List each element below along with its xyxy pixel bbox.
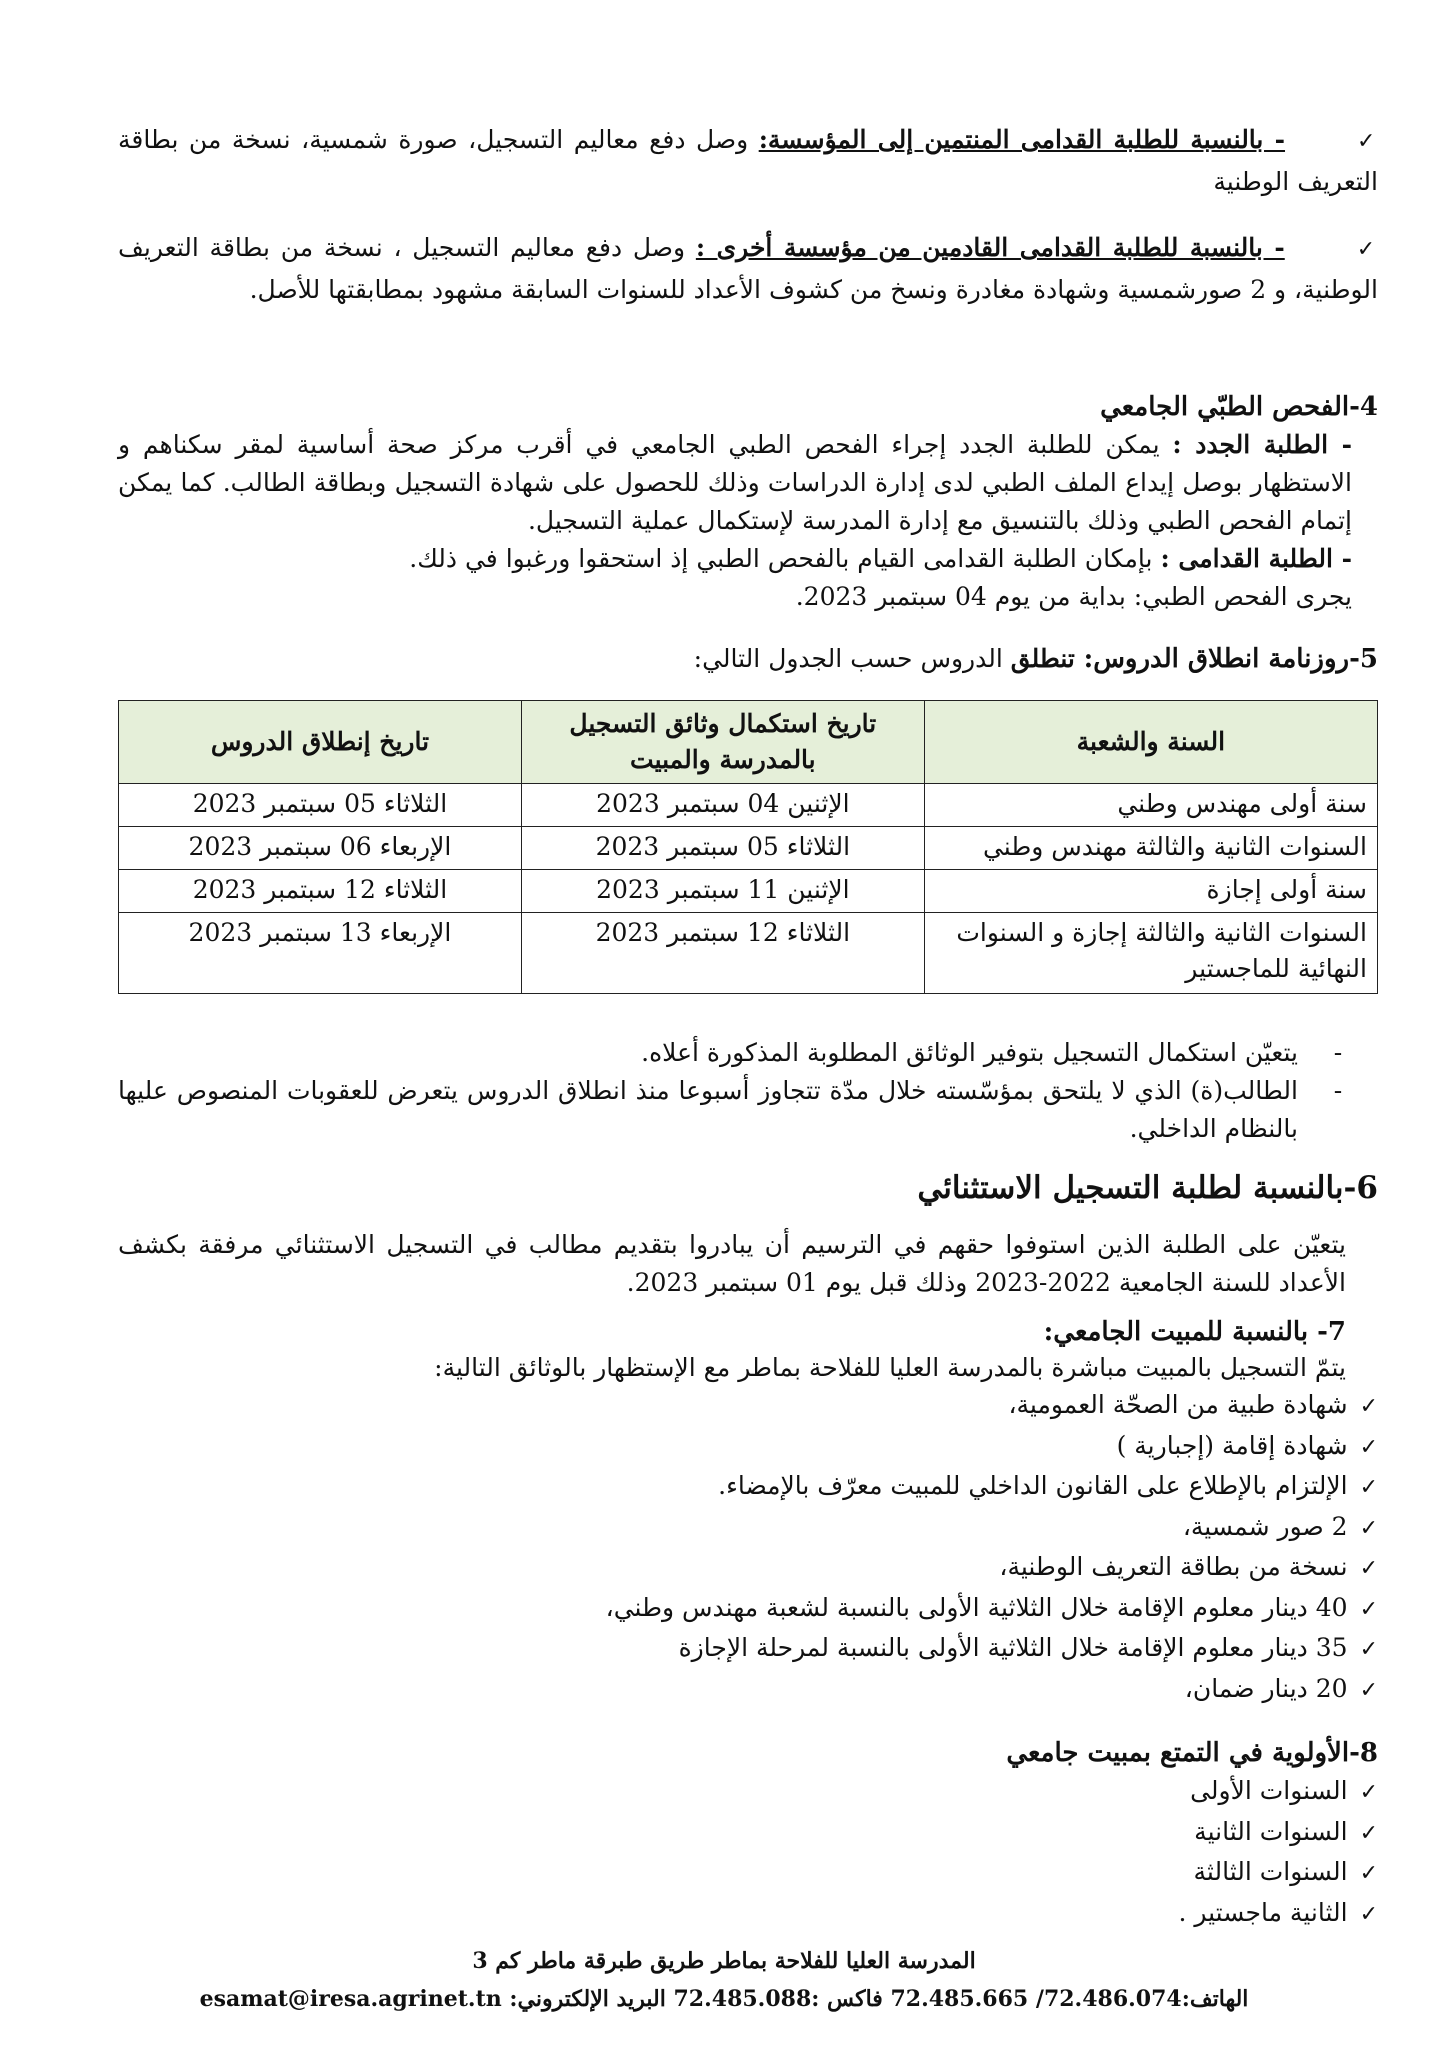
table-cell: سنة أولى إجازة <box>924 870 1377 913</box>
dormitory-documents-list <box>118 1386 1378 1710</box>
item-text: وصل دفع معاليم التسجيل ، نسخة من بطاقة التعريف الوطنية، و 2 صورشمسية وشهادة مغادرة ونسخ من كشوف الأعداد للسنوات السابقة مشهود بمطابقتها للأصل. <box>118 233 1378 304</box>
table-cell: الثلاثاء 05 سبتمبر 2023 <box>521 827 924 870</box>
list-item-text: 35 دينار معلوم الإقامة خلال الثلاثية الأولى بالنسبة لمرحلة الإجازة <box>678 1633 1348 1662</box>
check-icon: ✓ <box>1359 1780 1378 1805</box>
item-lead: - بالنسبة للطلبة القدامى القادمين من مؤسسة أخرى : <box>695 233 1285 262</box>
table-row <box>119 827 1378 870</box>
list-item <box>118 1386 1378 1427</box>
old-students-other-institution <box>118 228 1378 310</box>
section-heading: 4-الفحص الطبّي الجامعي <box>1100 392 1378 422</box>
note-text: يتعيّن استكمال التسجيل بتوفير الوثائق المطلوبة المذكورة أعلاه. <box>641 1038 1298 1067</box>
check-icon: ✓ <box>1359 1637 1378 1662</box>
list-item <box>118 1894 1378 1935</box>
paragraph-lead: - الطلبة الجدد : <box>1172 430 1352 459</box>
old-students-same-institution <box>118 120 1378 202</box>
section-heading: 6-بالنسبة لطلبة التسجيل الاستثنائي <box>917 1170 1378 1206</box>
list-item-text: شهادة طبية من الصحّة العمومية، <box>1008 1390 1348 1419</box>
list-item <box>118 1548 1378 1589</box>
list-item <box>118 1427 1378 1468</box>
section-heading: 7- بالنسبة للمبيت الجامعي: <box>1043 1317 1346 1347</box>
check-icon: ✓ <box>1359 1596 1378 1622</box>
column-header: السنة والشعبة <box>924 701 1377 784</box>
check-icon: ✓ <box>1359 1475 1378 1500</box>
dormitory-section <box>118 1314 1378 1710</box>
list-item-text: الإلتزام بالإطلاع على القانون الداخلي للمبيت معرّف بالإمضاء. <box>718 1471 1348 1500</box>
list-item-text: نسخة من بطاقة التعريف الوطنية، <box>999 1552 1348 1581</box>
table-row <box>119 784 1378 827</box>
footer-address: المدرسة العليا للفلاحة بماطر طريق طبرقة ماطر كم 3 <box>472 1948 976 1974</box>
dorm-priority-section <box>118 1734 1378 1934</box>
exam-date-line: يجرى الفحص الطبي: بداية من يوم 04 سبتمبر 2023. <box>795 582 1352 611</box>
exceptional-registration-section <box>118 1164 1378 1302</box>
list-item <box>118 1670 1378 1711</box>
table-cell: السنوات الثانية والثالثة مهندس وطني <box>924 827 1377 870</box>
column-header: تاريخ استكمال وثائق التسجيل بالمدرسة والمبيت <box>521 701 924 784</box>
section-number: 5- <box>1349 644 1378 674</box>
old-students-paragraph <box>118 540 1378 578</box>
table-header-row <box>119 701 1378 784</box>
note-text: الطالب(ة) الذي لا يلتحق بمؤسّسته خلال مدّة تتجاوز أسبوعا منذ انطلاق الدروس يتعرض للعقوبات المنصوص عليها بالنظام الداخلي. <box>118 1076 1298 1143</box>
list-item-text: السنوات الثانية <box>1194 1816 1348 1846</box>
table-row <box>119 913 1378 994</box>
table-cell: الإثنين 11 سبتمبر 2023 <box>521 870 924 913</box>
list-item <box>118 1813 1378 1854</box>
new-students-paragraph <box>118 426 1378 540</box>
note-item <box>118 1034 1378 1072</box>
check-icon: ✓ <box>1359 1394 1378 1419</box>
check-icon: ✓ <box>1359 1515 1378 1541</box>
table-cell: الثلاثاء 12 سبتمبر 2023 <box>521 913 924 994</box>
check-icon: ✓ <box>1359 1677 1378 1703</box>
check-icon: ✓ <box>1359 1556 1378 1581</box>
check-icon: ✓ <box>1359 1820 1378 1846</box>
item-text: وصل دفع معاليم التسجيل، صورة شمسية، نسخة من بطاقة التعريف الوطنية <box>118 125 1378 196</box>
table-cell: الإربعاء 06 سبتمبر 2023 <box>119 827 522 870</box>
list-item <box>118 1589 1378 1630</box>
item-lead: - بالنسبة للطلبة القدامى المنتمين إلى المؤسسة: <box>758 125 1286 154</box>
column-header: تاريخ إنطلاق الدروس <box>119 701 522 784</box>
list-item-text: الثانية ماجستير . <box>1178 1897 1348 1927</box>
list-item-text: 40 دينار معلوم الإقامة خلال الثلاثية الأولى بالنسبة لشعبة مهندس وطني، <box>605 1592 1348 1622</box>
schedule-table <box>118 700 1378 994</box>
footer-contact: الهاتف:72.486.074/ 72.485.665 فاكس :72.485.088 البريد الإلكتروني: esamat@iresa.agrinet.tn <box>199 1986 1249 2012</box>
list-item-text: 20 دينار ضمان، <box>1184 1673 1348 1703</box>
table-cell: الثلاثاء 12 سبتمبر 2023 <box>119 870 522 913</box>
dash-bullet: - <box>1333 1038 1343 1067</box>
table-cell: سنة أولى مهندس وطني <box>924 784 1377 827</box>
schedule-heading <box>118 640 1378 678</box>
list-item <box>118 1508 1378 1549</box>
list-item-text: السنوات الأولى <box>1190 1776 1348 1805</box>
table-cell: الإربعاء 13 سبتمبر 2023 <box>119 913 522 994</box>
check-icon: ✓ <box>1359 1434 1378 1460</box>
section-text: يتعيّن على الطلبة الذين استوفوا حقهم في الترسيم أن يبادروا بتقديم مطالب في التسجيل الاستثنائي مرفقة بكشف الأعداد للسنة الجامعية 2022-2023 وذلك قبل يوم 01 سبتمبر 2023. <box>118 1230 1346 1297</box>
heading-text: الدروس حسب الجدول التالي: <box>693 644 1011 673</box>
list-item <box>118 1629 1378 1670</box>
list-item <box>118 1853 1378 1894</box>
check-icon: ✓ <box>1359 1901 1378 1927</box>
paragraph-text: بإمكان الطلبة القدامى القيام بالفحص الطبي إذ استحقوا ورغبوا في ذلك. <box>409 544 1161 573</box>
medical-exam-section <box>118 388 1378 616</box>
list-item-text: السنوات الثالثة <box>1193 1857 1348 1886</box>
section-heading: 8-الأولوية في التمتع بمبيت جامعي <box>1006 1738 1378 1768</box>
check-icon: ✓ <box>1359 1861 1378 1886</box>
table-cell: الإثنين 04 سبتمبر 2023 <box>521 784 924 827</box>
check-icon: ✓ <box>1356 237 1378 262</box>
heading-lead: تنطلق <box>1010 644 1084 673</box>
list-item <box>118 1772 1378 1813</box>
table-cell: السنوات الثانية والثالثة إجازة و السنوات النهائية للماجستير <box>924 913 1377 994</box>
list-item-text: 2 صور شمسية، <box>1182 1511 1348 1541</box>
schedule-notes <box>118 1034 1378 1148</box>
list-item <box>118 1467 1378 1508</box>
section-intro: يتمّ التسجيل بالمبيت مباشرة بالمدرسة العليا للفلاحة بماطر مع الإستظهار بالوثائق التالية: <box>434 1353 1346 1382</box>
priority-list <box>118 1772 1378 1934</box>
paragraph-text: يمكن للطلبة الجدد إجراء الفحص الطبي الجامعي في أقرب مركز صحة أساسية لمقر سكناهم و الاستظهار بوصل إيداع الملف الطبي لدى إدارة الدراسات وذلك للحصول على شهادة التسجيل وبطاقة الطالب. كما يمكن إتمام الفحص الطبي وذلك بالتنسيق مع إدارة المدرسة لإستكمال عملية التسجيل. <box>118 430 1352 535</box>
dash-bullet: - <box>1333 1076 1343 1105</box>
note-item <box>118 1072 1378 1148</box>
section-heading: روزنامة انطلاق الدروس: <box>1083 644 1350 674</box>
paragraph-lead: - الطلبة القدامى : <box>1160 544 1352 573</box>
table-row <box>119 870 1378 913</box>
table-cell: الثلاثاء 05 سبتمبر 2023 <box>119 784 522 827</box>
list-item-text: شهادة إقامة (إجبارية ) <box>1116 1430 1348 1460</box>
check-icon: ✓ <box>1357 129 1378 154</box>
